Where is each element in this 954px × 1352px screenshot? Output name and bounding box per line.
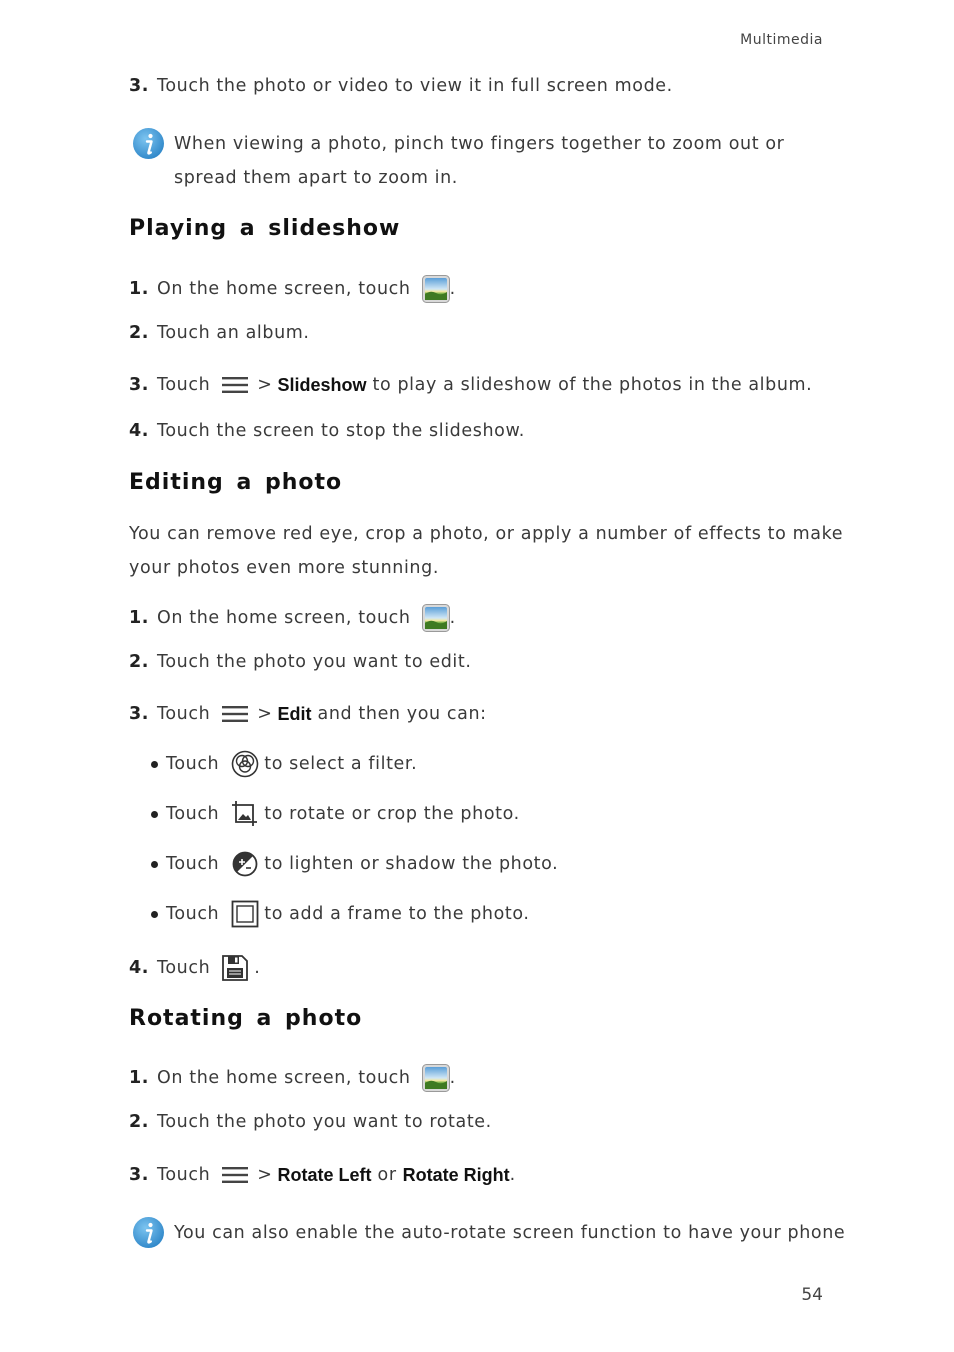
bullet-dot <box>151 811 158 818</box>
editing-step-4 <box>129 954 260 982</box>
step-number: 2. <box>129 1112 150 1132</box>
slideshow-step-1 <box>129 275 456 303</box>
arrow-separator: > <box>257 375 273 395</box>
step-number: 2. <box>129 323 150 343</box>
bullet-frame <box>151 900 530 928</box>
note-text-line-2: spread them apart to zoom in. <box>174 168 458 188</box>
menu-icon[interactable] <box>221 1164 249 1186</box>
step-text: Touch the photo you want to rotate. <box>157 1112 492 1132</box>
step-text: or <box>377 1165 397 1185</box>
step-number: 1. <box>129 608 150 628</box>
gallery-app-icon[interactable] <box>422 275 450 303</box>
rotating-step-1 <box>129 1064 456 1092</box>
step-number: 3. <box>129 704 150 724</box>
filter-icon[interactable] <box>231 750 259 778</box>
heading-editing-photo: Editing a photo <box>129 470 343 495</box>
bullet-dot <box>151 911 158 918</box>
editing-intro-line-2: your photos even more stunning. <box>129 558 439 578</box>
step-number: 3. <box>129 76 150 96</box>
step-text: Touch the photo or video to view it in full screen mode. <box>157 76 673 96</box>
step-text: and then you can: <box>317 704 487 724</box>
bullet-dot <box>151 761 158 768</box>
heading-rotating-photo: Rotating a photo <box>129 1006 363 1031</box>
step-number: 4. <box>129 421 150 441</box>
step-number: 3. <box>129 1165 150 1185</box>
exposure-icon[interactable] <box>231 850 259 878</box>
slideshow-step-4 <box>129 419 525 443</box>
rotating-step-3 <box>129 1163 516 1187</box>
step-text: On the home screen, touch <box>157 279 411 299</box>
bullet-text: to add a frame to the photo. <box>264 904 530 924</box>
step-view-fullscreen <box>129 74 673 98</box>
note-text-line-1: When viewing a photo, pinch two fingers together to zoom out or <box>174 134 785 154</box>
info-icon <box>132 1216 165 1249</box>
step-text: Touch <box>157 375 211 395</box>
step-text: On the home screen, touch <box>157 608 411 628</box>
bullet-dot <box>151 861 158 868</box>
slideshow-step-3 <box>129 373 812 397</box>
bullet-text: Touch <box>166 804 220 824</box>
period: . <box>449 1068 456 1088</box>
menu-option-slideshow: Slideshow <box>277 375 367 395</box>
menu-icon[interactable] <box>221 703 249 725</box>
bullet-text: Touch <box>166 754 220 774</box>
step-text: Touch the photo you want to edit. <box>157 652 472 672</box>
step-text: On the home screen, touch <box>157 1068 411 1088</box>
step-number: 3. <box>129 375 150 395</box>
editing-intro-line-1: You can remove red eye, crop a photo, or apply a number of effects to make <box>129 524 844 544</box>
crop-icon[interactable] <box>231 800 259 828</box>
bullet-text: Touch <box>166 904 220 924</box>
heading-playing-slideshow: Playing a slideshow <box>129 216 401 241</box>
menu-option-edit: Edit <box>277 704 312 724</box>
bullet-text: to rotate or crop the photo. <box>264 804 520 824</box>
save-icon[interactable] <box>221 954 249 982</box>
step-text: Touch an album. <box>157 323 310 343</box>
menu-option-rotate-left: Rotate Left <box>277 1165 372 1185</box>
menu-option-rotate-right: Rotate Right <box>402 1165 510 1185</box>
page-number: 54 <box>801 1285 823 1305</box>
period: . <box>509 1165 516 1185</box>
bullet-text: to lighten or shadow the photo. <box>264 854 559 874</box>
editing-step-2 <box>129 650 472 674</box>
note-text-line-1: You can also enable the auto-rotate screen function to have your phone <box>174 1223 846 1243</box>
gallery-app-icon[interactable] <box>422 1064 450 1092</box>
header-section-title: Multimedia <box>740 32 823 48</box>
period: . <box>449 608 456 628</box>
step-number: 1. <box>129 1068 150 1088</box>
step-number: 1. <box>129 279 150 299</box>
bullet-exposure <box>151 850 558 878</box>
period: . <box>449 279 456 299</box>
editing-step-1 <box>129 604 456 632</box>
bullet-crop <box>151 800 520 828</box>
slideshow-step-2 <box>129 321 310 345</box>
arrow-separator: > <box>257 1165 273 1185</box>
info-icon <box>132 127 165 160</box>
arrow-separator: > <box>257 704 273 724</box>
step-text: Touch <box>157 704 211 724</box>
rotating-step-2 <box>129 1110 492 1134</box>
step-number: 2. <box>129 652 150 672</box>
step-text: Touch the screen to stop the slideshow. <box>157 421 525 441</box>
bullet-filter <box>151 750 417 778</box>
step-text: Touch <box>157 958 211 978</box>
menu-icon[interactable] <box>221 374 249 396</box>
editing-step-3 <box>129 702 487 726</box>
bullet-text: Touch <box>166 854 220 874</box>
period: . <box>254 958 261 978</box>
step-number: 4. <box>129 958 150 978</box>
frame-icon[interactable] <box>231 900 259 928</box>
step-text: to play a slideshow of the photos in the album. <box>372 375 813 395</box>
bullet-text: to select a filter. <box>264 754 418 774</box>
gallery-app-icon[interactable] <box>422 604 450 632</box>
step-text: Touch <box>157 1165 211 1185</box>
